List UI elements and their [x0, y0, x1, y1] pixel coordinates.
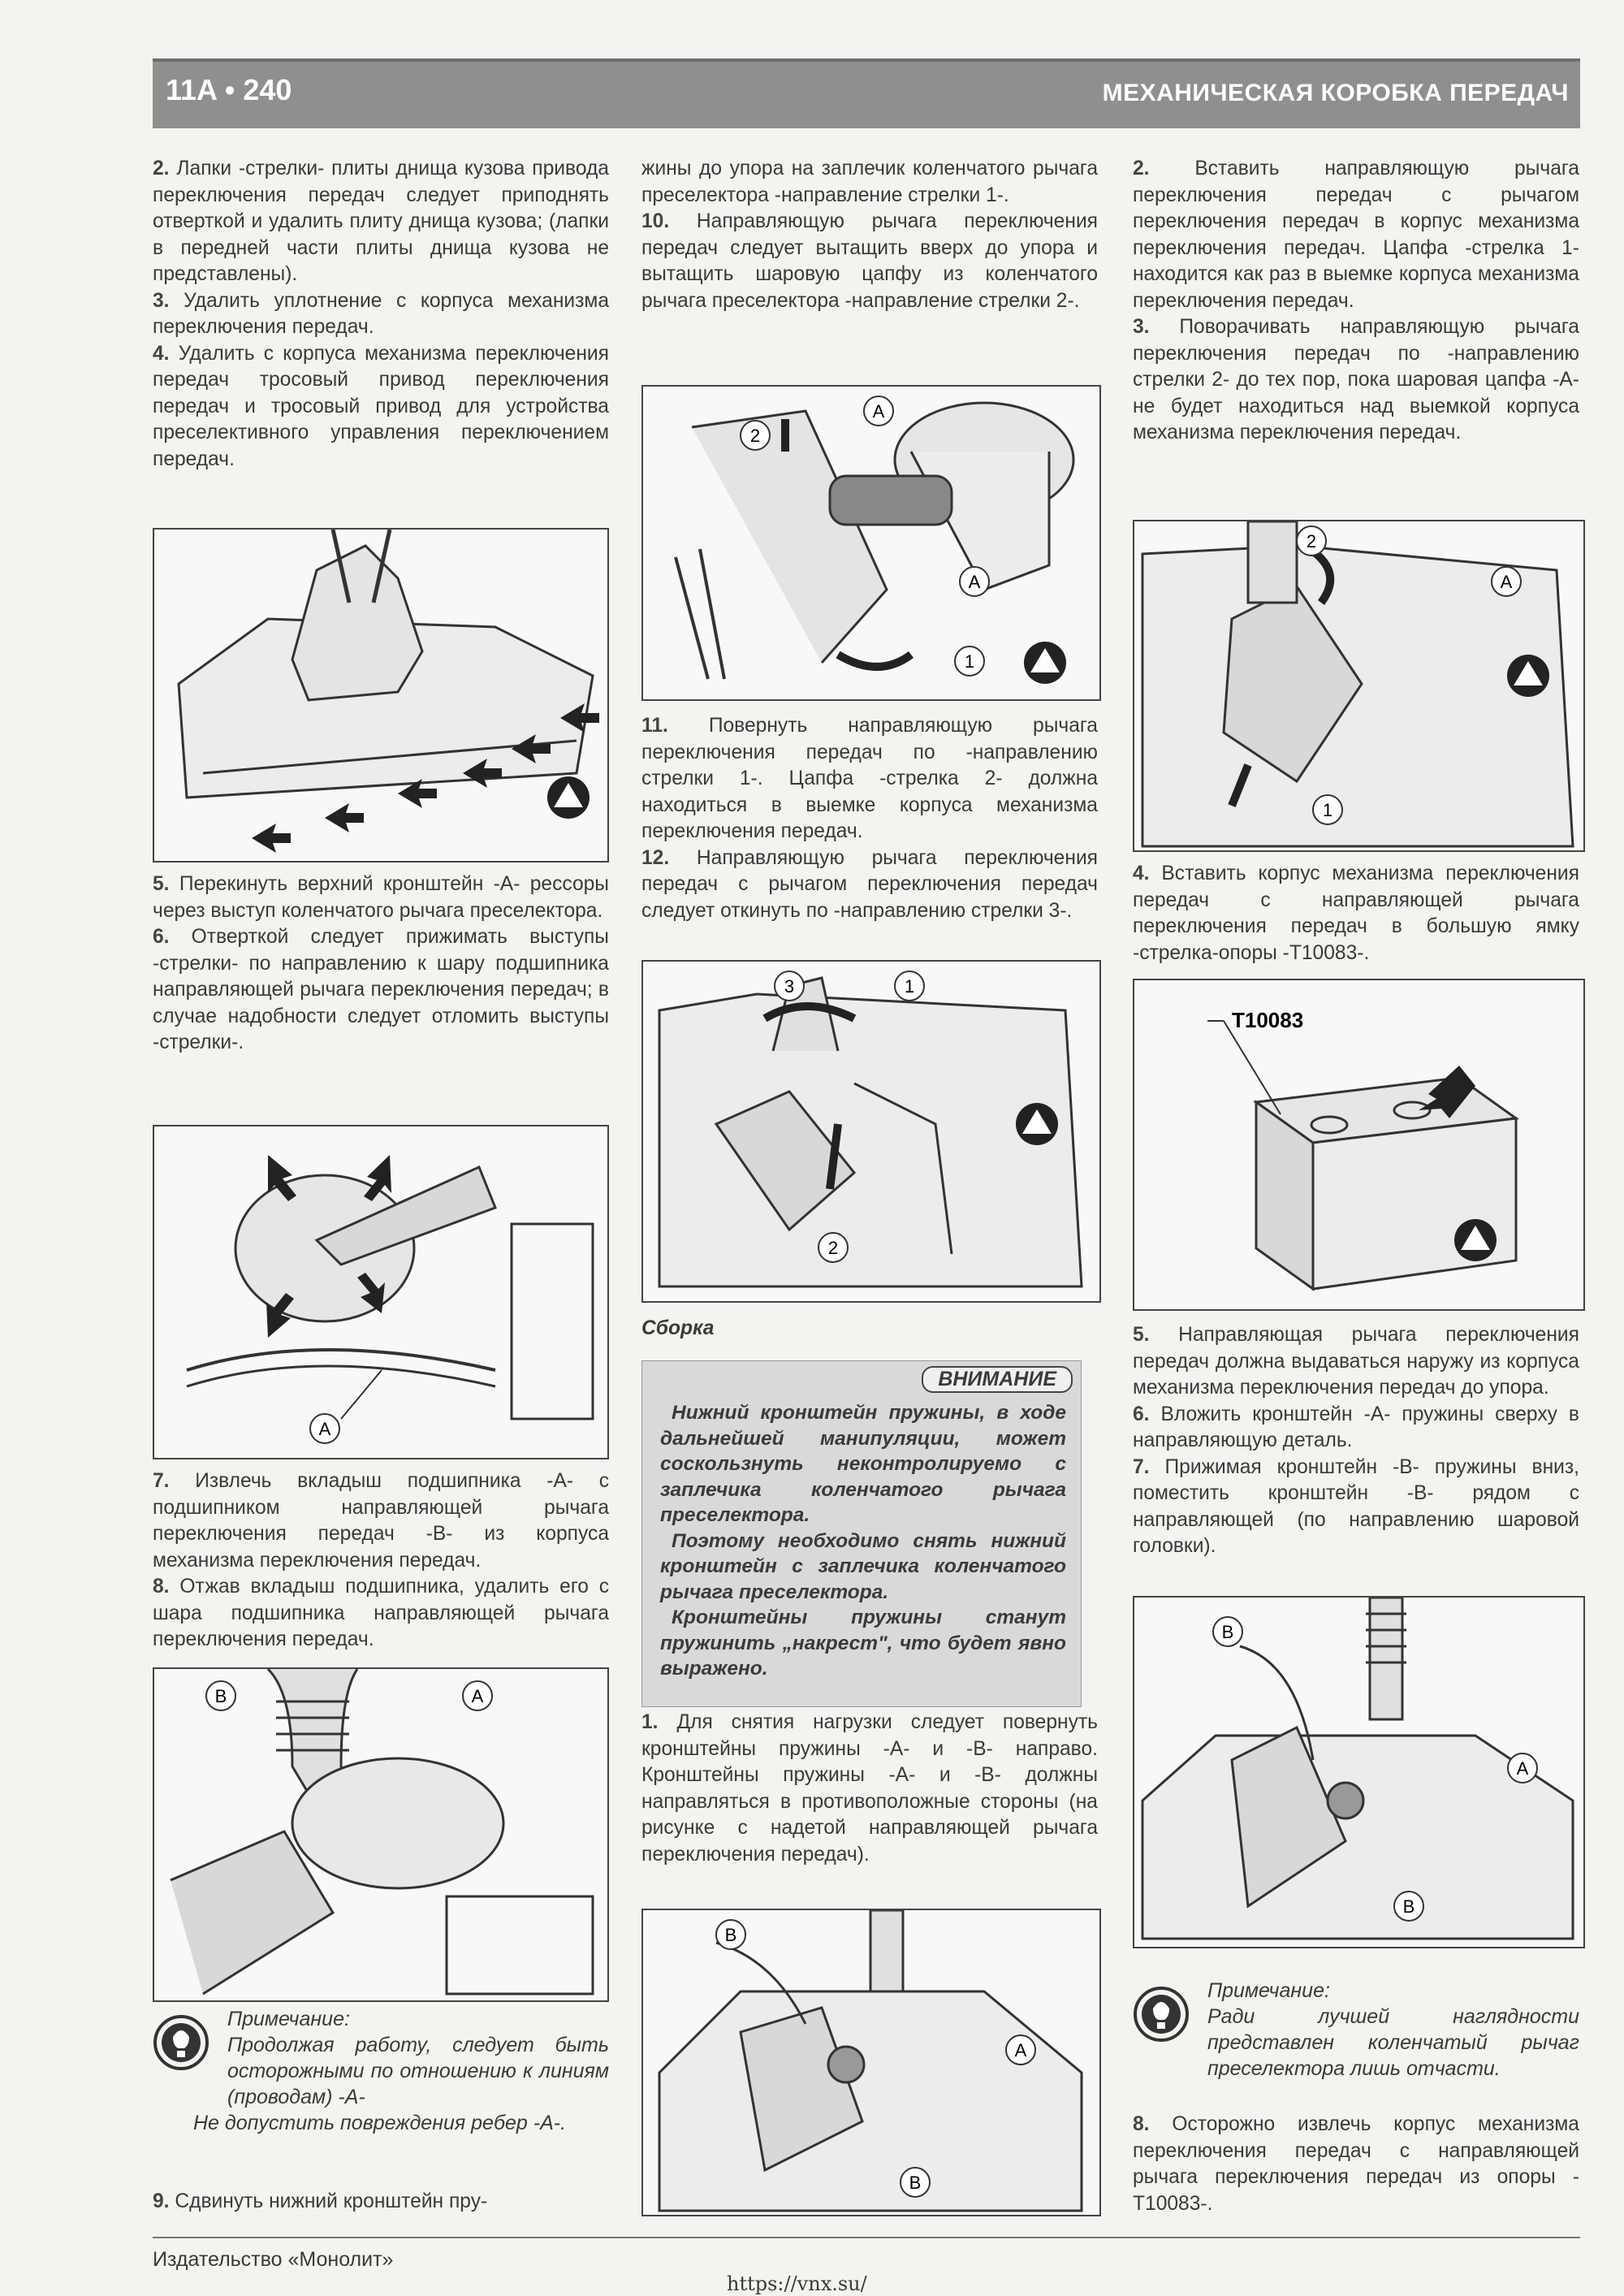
label-A-fig3: [463, 1681, 492, 1710]
note-title: Примечание:: [1207, 1979, 1330, 2002]
tool-label: T10083: [1232, 1008, 1304, 1032]
step-2: 2. Лапки -стрелки- плиты днища кузова привода переключения передач следует приподнять отверткой и удалить плиту днища кузова; (лапки в передней части плиты днища кузова не представлены).: [153, 158, 609, 285]
assembly-step-8: 8. Осторожно извлечь корпус механизма переключения передач с направляющей рычага переключения передач из опоры - Т10083-.: [1133, 2113, 1579, 2215]
page-header: [153, 58, 1580, 128]
figure-tool-t10083: [1133, 979, 1585, 1311]
svg-text:B: B: [214, 1686, 227, 1706]
source-url[interactable]: https://vnx.su/: [727, 2272, 867, 2295]
svg-text:A: A: [1500, 572, 1513, 592]
note-col1: [153, 2006, 609, 2136]
publisher-logo-icon: [547, 776, 590, 819]
step-12: 12. Направляющую рычага переключения передач с рычагом переключения передач следует откинуть по -направлению стрелки 3-.: [641, 846, 1098, 922]
label-A-fig2: [310, 1414, 339, 1443]
svg-text:3: 3: [784, 976, 795, 997]
svg-text:A: A: [968, 572, 981, 592]
svg-text:1: 1: [964, 651, 975, 672]
column-1: [153, 156, 609, 473]
warning-p2: Поэтому необходимо снять нижний кронштейн с заплечика коленчатого рычага преселектора.: [660, 1529, 1066, 1603]
warning-p3: Кронштейны пружины станут пружинить „накрест", что будет явно выражено.: [660, 1606, 1066, 1680]
assembly-step-7: 7. Прижимая кронштейн -В- пружины вниз, поместить кронштейн -В- рядом с направляющей (по направлению шаровой головки).: [1133, 1455, 1579, 1557]
note-line-2: Не допустить повреждения ребер -А-.: [193, 2112, 567, 2134]
label-B-fig3: [206, 1681, 235, 1710]
column-3: [1133, 156, 1579, 447]
column-1-low: [153, 1468, 609, 1654]
svg-text:2: 2: [827, 1238, 839, 1258]
step-8: 8. Отжав вкладыш подшипника, удалить его с шара подшипника направляющей рычага переключения передач.: [153, 1576, 610, 1650]
svg-text:B: B: [1221, 1622, 1234, 1642]
publisher-logo-icon: [1507, 655, 1549, 697]
publisher-logo-icon: [1024, 642, 1066, 684]
assembly-step-1: 1. Для снятия нагрузки следует повернуть кронштейны пружины -А- и -В- направо. Кронштейны пружины -А- и -В- должны направляться в противоположные стороны (на рисунке с надетой направляющей рычага переключения передач).: [641, 1711, 1098, 1866]
footer-rule: [153, 2237, 1580, 2238]
svg-text:1: 1: [904, 976, 915, 997]
note-text: Ради лучшей наглядности представлен коленчатый рычаг преселектора лишь отчасти.: [1207, 2005, 1579, 2080]
note-title: Примечание:: [227, 2008, 350, 2030]
page-title: МЕХАНИЧЕСКАЯ КОРОБКА ПЕРЕДАЧ: [1102, 80, 1569, 106]
column-1-mid: [153, 871, 609, 1057]
step-4: 4. Удалить с корпуса механизма переключения передач тросовый привод переключения передач и тросовый привод для устройства преселективного управления переключением передач.: [153, 342, 609, 470]
note-lightbulb-icon: [1133, 1986, 1190, 2043]
svg-text:A: A: [471, 1686, 484, 1706]
svg-text:2: 2: [749, 426, 761, 446]
svg-text:B: B: [724, 1925, 737, 1945]
svg-text:2: 2: [1306, 531, 1317, 551]
figure-spring-insert: [1133, 1596, 1585, 1948]
assembly-heading: Сборка: [641, 1317, 715, 1339]
svg-text:A: A: [318, 1419, 331, 1439]
svg-text:B: B: [909, 2173, 922, 2193]
step-10: 10. Направляющую рычага переключения передач следует вытащить вверх до упора и вытащить шаровую цапфу из коленчатого рычага преселектора -направление стрелки 2-.: [641, 210, 1098, 312]
column-3-mid: [1133, 861, 1579, 966]
note-col3: [1133, 1978, 1579, 2082]
svg-text:A: A: [872, 401, 885, 422]
publisher: Издательство «Монолит»: [153, 2248, 394, 2271]
warning-p1: Нижний кронштейн пружины, в ходе дальнейшей манипуляции, может соскользнуть неконтролируемо с заплечика коленчатого рычага преселектора.: [660, 1402, 1066, 1526]
assembly-step-6: 6. Вложить кронштейн -А- пружины сверху в направляющую деталь.: [1133, 1403, 1579, 1451]
step-7: 7. Извлечь вкладыш подшипника -А- с подшипником направляющей рычага переключения передач -В- из корпуса механизма переключения передач.: [153, 1470, 609, 1572]
figure-bearing-insert: [153, 1125, 609, 1459]
assembly-step-2: 2. Вставить направляющую рычага переключения передач с рычагом переключения передач в корпус механизма переключения передач. Цапфа -стрелка 1- находится как раз в выемке корпуса механизма переключения передач.: [1133, 158, 1579, 312]
figure-bearing-removal: [153, 1667, 609, 2002]
figure-spring-brackets: [641, 1909, 1101, 2216]
column-1-end: [153, 2189, 609, 2216]
assembly-step-4: 4. Вставить корпус механизма переключения передач с направляющей рычага переключения передач в большую ямку -стрелка-опоры -Т10083-.: [1133, 863, 1579, 964]
figure-ball-pin: [641, 385, 1101, 701]
step-6: 6. Отверткой следует прижимать выступы -стрелки- по направлению к шару подшипника направляющей рычага переключения передач; в случае надобности следует отломить выступы -стрелки-.: [153, 926, 609, 1053]
assembly-step-5: 5. Направляющая рычага переключения передач должна выдаваться наружу из корпуса механизма переключения передач до упора.: [1133, 1324, 1579, 1399]
publisher-logo-icon: [1454, 1219, 1497, 1261]
column-2: [641, 156, 1098, 314]
step-5: 5. Перекинуть верхний кронштейн -А- рессоры через выступ коленчатого рычага преселектора.: [153, 873, 609, 922]
step-9: 9. Сдвинуть нижний кронштейн пру-: [153, 2190, 488, 2212]
column-2-mid: [641, 713, 1098, 924]
svg-text:1: 1: [1322, 800, 1333, 820]
svg-text:A: A: [1014, 2040, 1027, 2060]
step-9-cont: жины до упора на заплечик коленчатого рычага преселектора -направление стрелки 1-.: [641, 158, 1098, 206]
warning-box: [641, 1360, 1082, 1707]
figure-rotate-guide: [641, 960, 1101, 1303]
publisher-logo-icon: [1016, 1103, 1058, 1145]
figure-floor-plate: [153, 528, 609, 863]
column-3-end: [1133, 2112, 1579, 2217]
column-2-low: [641, 1710, 1098, 1868]
assembly-step-3: 3. Поворачивать направляющую рычага переключения передач по -направлению стрелки 2- до тех пор, пока шаровая цапфа -А- не будет находиться над выемкой корпуса механизма переключения передач.: [1133, 316, 1579, 443]
svg-text:A: A: [1516, 1758, 1529, 1779]
svg-text:B: B: [1402, 1896, 1415, 1917]
note-line-1: Продолжая работу, следует быть осторожными по отношению к линиям (проводам) -А-: [227, 2034, 609, 2108]
step-11: 11. Повернуть направляющую рычага переключения передач по -направлению стрелки 1-. Цапфа -стрелка 2- должна находиться в выемке корпуса механизма переключения передач.: [641, 715, 1098, 842]
step-3: 3. Удалить уплотнение с корпуса механизма переключения передач.: [153, 289, 609, 338]
figure-insert-guide: [1133, 520, 1585, 852]
section-number: 11A • 240: [166, 73, 292, 106]
warning-label: ВНИМАНИЕ: [922, 1366, 1073, 1393]
note-lightbulb-icon: [153, 2014, 209, 2071]
column-3-low: [1133, 1322, 1579, 1560]
